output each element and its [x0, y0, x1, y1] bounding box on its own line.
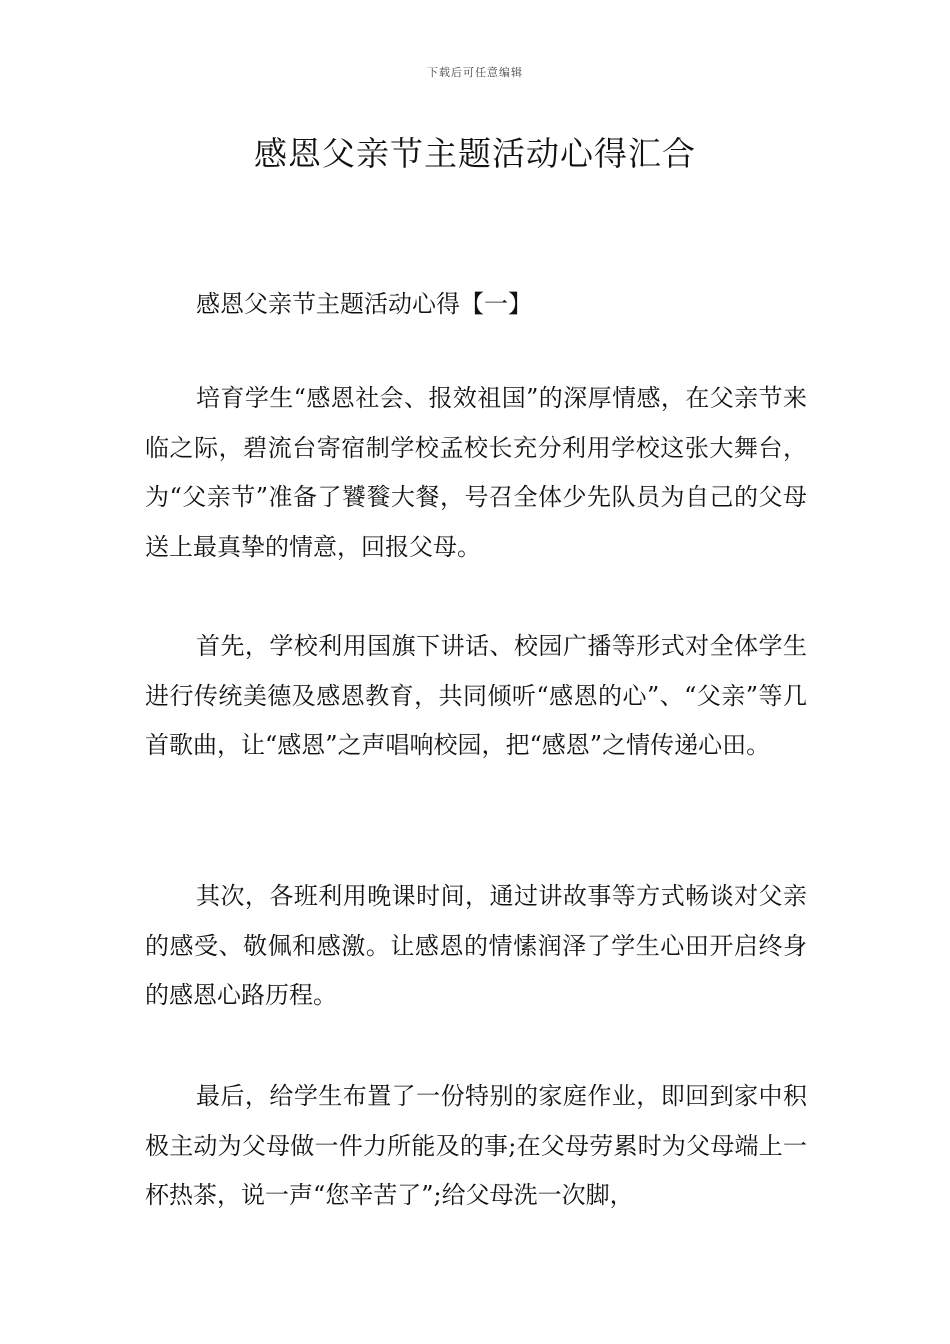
paragraph-4: 最后，给学生布置了一份特别的家庭作业，即回到家中积极主动为父母做一件力所能及的事;在父母劳累时为父母端上一杯热茶，说一声“您辛苦了”;给父母洗一次脚， — [145, 1082, 807, 1209]
header-note: 下载后可任意编辑 — [427, 66, 523, 79]
paragraph-2: 首先，学校利用国旗下讲话、校园广播等形式对全体学生进行传统美德及感恩教育，共同倾听“感恩的心”、“父亲”等几首歌曲，让“感恩”之声唱响校园，把“感恩”之情传递心田。 — [145, 632, 807, 759]
paragraph-1: 培育学生“感恩社会、报效祖国”的深厚情感，在父亲节来临之际，碧流台寄宿制学校孟校长充分利用学校这张大舞台，为“父亲节”准备了饕餮大餐，号召全体少先队员为自己的父母送上最真挚的情意，回报父母。 — [145, 384, 807, 561]
section-heading: 感恩父亲节主题活动心得【一】 — [196, 290, 532, 318]
paragraph-3: 其次，各班利用晚课时间，通过讲故事等方式畅谈对父亲的感受、敬佩和感激。让感恩的情愫润泽了学生心田开启终身的感恩心路历程。 — [145, 882, 807, 1009]
document-title: 感恩父亲节主题活动心得汇合 — [254, 134, 696, 173]
